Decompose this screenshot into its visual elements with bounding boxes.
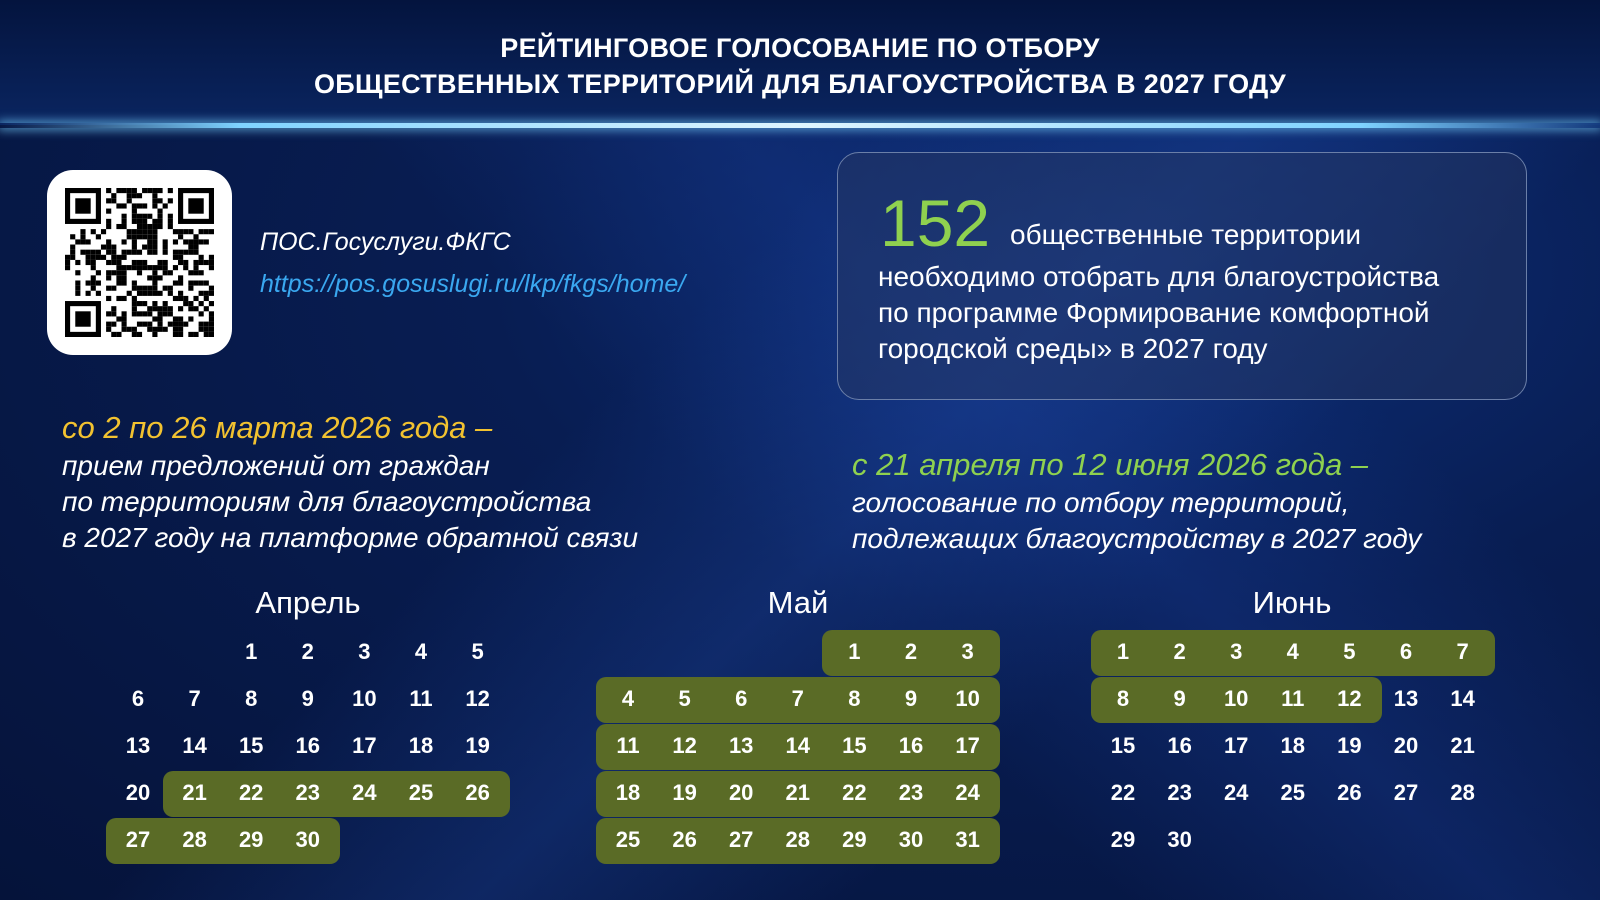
calendar-day: 18 (1280, 733, 1306, 758)
calendar-day: 2 (1173, 639, 1186, 664)
calendar-day: 30 (898, 827, 924, 852)
calendar-day: 22 (842, 780, 867, 805)
calendar-day: 22 (238, 780, 264, 805)
qr-label: ПОС.Госуслуги.ФКГС (260, 228, 511, 256)
calendar-day: 9 (301, 686, 314, 711)
calendar-day: 23 (898, 780, 924, 805)
calendar-day: 24 (352, 780, 377, 805)
calendar-day: 7 (791, 686, 804, 711)
month-title-june: Июнь (1252, 585, 1332, 620)
calendar-day: 6 (735, 686, 748, 711)
calendar-day: 15 (1110, 733, 1136, 758)
voting-line: голосование по отбору территорий, (852, 487, 1350, 518)
header-divider (0, 123, 1600, 128)
calendar-day: 11 (616, 733, 640, 758)
calendar-day: 3 (358, 639, 371, 664)
qr-code[interactable] (47, 170, 232, 355)
calendar-day: 29 (842, 827, 867, 852)
calendar-day: 24 (1223, 780, 1249, 805)
calendar-day: 12 (1337, 686, 1362, 711)
calendar-day: 11 (1281, 686, 1305, 711)
calendar-day: 23 (295, 780, 321, 805)
calendar-day: 28 (1450, 780, 1475, 805)
calendar-day: 21 (182, 780, 207, 805)
calendar-day: 17 (352, 733, 377, 758)
calendar-day: 8 (245, 686, 258, 711)
calendar-day: 1 (848, 639, 861, 664)
calendar-day: 16 (898, 733, 924, 758)
calendar-day: 5 (678, 686, 691, 711)
calendar-day: 17 (955, 733, 980, 758)
proposals-period-text (62, 448, 638, 556)
calendar-day: 19 (1337, 733, 1362, 758)
calendar-day: 31 (955, 827, 980, 852)
page-title (0, 30, 1600, 102)
calendar-day: 18 (615, 780, 641, 805)
calendar-day: 26 (1337, 780, 1362, 805)
calendar-day: 9 (1173, 686, 1186, 711)
calendar-day: 23 (1167, 780, 1192, 805)
calendar-day: 12 (465, 686, 490, 711)
calendar-day: 20 (1393, 733, 1419, 758)
proposals-line: по территориям для благоустройства (62, 486, 592, 517)
calendar-day: 17 (1223, 733, 1249, 758)
calendar-day: 1 (245, 639, 258, 664)
calendar-day: 20 (728, 780, 754, 805)
calendar-day: 19 (465, 733, 490, 758)
calendar-day: 16 (1167, 733, 1192, 758)
calendar-day: 10 (352, 686, 377, 711)
calendar-day: 10 (955, 686, 980, 711)
voting-line: подлежащих благоустройству в 2027 году (852, 523, 1422, 554)
calendar-day: 15 (238, 733, 264, 758)
calendar-day: 21 (785, 780, 811, 805)
calendar-day: 28 (182, 827, 207, 852)
calendar-day: 7 (188, 686, 201, 711)
proposals-line: прием предложений от граждан (62, 450, 490, 481)
calendar-day: 26 (672, 827, 697, 852)
calendar-day: 5 (1343, 639, 1356, 664)
calendar-day: 27 (728, 827, 754, 852)
calendar-day: 11 (409, 686, 433, 711)
calendar-day: 3 (1230, 639, 1243, 664)
month-title-april: Апрель (255, 585, 361, 620)
calendar-day: 30 (295, 827, 321, 852)
calendar-day: 4 (621, 686, 635, 711)
proposals-line: в 2027 году на платформе обратной связи (62, 522, 639, 553)
calendar-day: 4 (414, 639, 428, 664)
voting-link[interactable]: https://pos.gosuslugi.ru/lkp/fkgs/home/ (260, 270, 686, 298)
calendar-day: 29 (238, 827, 264, 852)
calendar-day: 8 (1116, 686, 1130, 711)
info-box (837, 152, 1527, 400)
info-line: необходимо отобрать для благоустройства (878, 261, 1440, 292)
calendar-day: 15 (842, 733, 867, 758)
calendar-day: 2 (904, 639, 918, 664)
calendar-day: 20 (125, 780, 151, 805)
calendar-day: 14 (785, 733, 811, 758)
calendar-day: 3 (961, 639, 974, 664)
calendar-day: 2 (301, 639, 314, 664)
calendar-day: 27 (1393, 780, 1419, 805)
qr-code-icon (65, 188, 214, 337)
voting-period-title: с 21 апреля по 12 июня 2026 года – (852, 447, 1369, 482)
calendar-day: 13 (728, 733, 754, 758)
calendar-day: 1 (1116, 639, 1130, 664)
calendar-day: 19 (672, 780, 697, 805)
territories-count-label: общественные территории (1010, 219, 1362, 250)
calendar-day: 6 (1399, 639, 1413, 664)
title-line-1: РЕЙТИНГОВОЕ ГОЛОСОВАНИЕ ПО ОТБОРУ (500, 33, 1100, 63)
calendar-day: 21 (1450, 733, 1475, 758)
calendar-day: 30 (1167, 827, 1192, 852)
proposals-period-title: со 2 по 26 марта 2026 года – (62, 410, 493, 445)
calendar-day: 28 (785, 827, 811, 852)
calendar-day: 10 (1223, 686, 1249, 711)
calendar-day: 18 (408, 733, 434, 758)
calendar-day: 24 (955, 780, 980, 805)
calendar-day: 25 (408, 780, 434, 805)
info-text (878, 259, 1518, 367)
calendar-day: 25 (1280, 780, 1306, 805)
calendar-day: 4 (1286, 639, 1299, 664)
calendar-day: 26 (465, 780, 490, 805)
title-line-2: ОБЩЕСТВЕННЫХ ТЕРРИТОРИЙ ДЛЯ БЛАГОУСТРОЙСТВА В 2027 ГОДУ (314, 69, 1286, 99)
calendar-day: 25 (615, 827, 641, 852)
voting-period-text (852, 485, 1421, 557)
calendar-day: 29 (1110, 827, 1136, 852)
calendar-day: 27 (125, 827, 151, 852)
calendar-day: 14 (182, 733, 207, 758)
calendar-day: 14 (1450, 686, 1475, 711)
calendar-day: 13 (1393, 686, 1419, 711)
month-title-may: Май (767, 585, 829, 620)
calendar-day: 9 (904, 686, 918, 711)
calendar-day: 6 (131, 686, 145, 711)
territories-count: 152 (880, 186, 991, 260)
calendar-day: 8 (848, 686, 861, 711)
calendar-day: 5 (471, 639, 484, 664)
calendar-day: 16 (295, 733, 321, 758)
info-line: городской среды» в 2027 году (878, 333, 1268, 364)
calendar-day: 7 (1456, 639, 1469, 664)
calendar-day: 22 (1110, 780, 1136, 805)
calendar-day: 12 (672, 733, 697, 758)
info-line: по программе Формирование комфортной (878, 297, 1430, 328)
calendar-day: 13 (125, 733, 151, 758)
